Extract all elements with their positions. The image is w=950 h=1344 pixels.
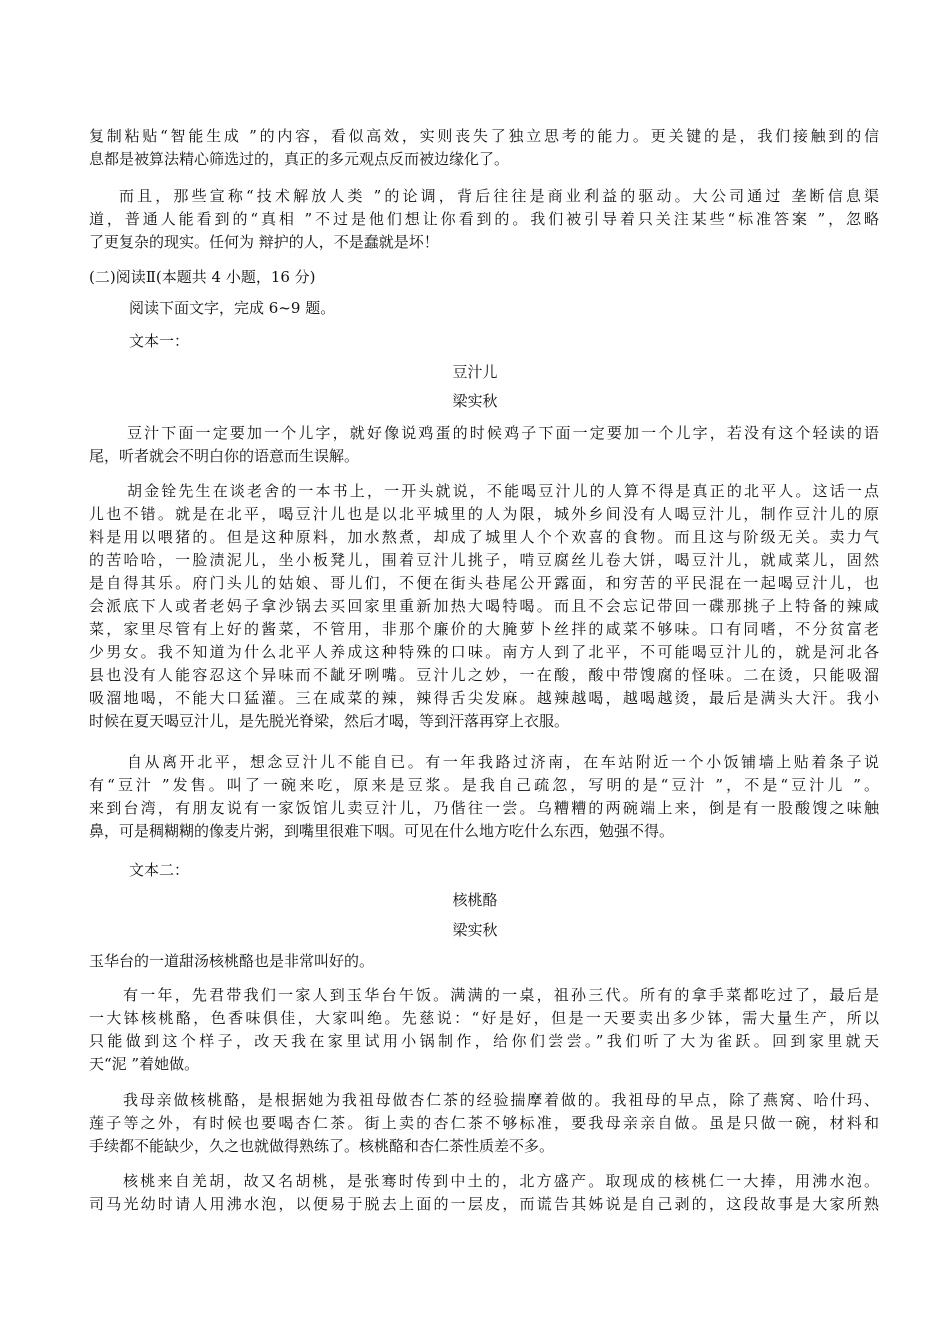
text2-paragraph-1: 玉华台的一道甜汤核桃酪也是非常叫好的。 <box>89 952 375 970</box>
text-line: 会派底下人或者老妈子拿沙锅去买回家里重新加热大喝特喝。而且不会忘记带回一碟那挑子上特备的辣咸 <box>89 597 879 615</box>
text-line: 我母亲做核桃酪，是根据她为我祖母做杏仁茶的经验揣摩着做的。我祖母的早点，除了燕窝、哈什玛、 <box>123 1091 879 1109</box>
text-line: 时候在夏天喝豆汁儿，是先脱光脊梁，然后才喝，等到汗落再穿上衣服。 <box>89 712 570 730</box>
intro-paragraph-2 <box>89 185 879 254</box>
text-line: 菜，家里尽管有上好的酱菜，不管用，非那个廉价的大腌萝卜丝拌的咸菜不够味。口有同嗜，不分贫富老 <box>89 620 879 638</box>
text-line: 息都是被算法精心筛选过的，真正的多元观点反而被边缘化了。 <box>89 150 510 168</box>
text2-author: 梁实秋 <box>452 921 498 939</box>
text-line: 核桃来自羌胡，故又名胡桃，是张骞时传到中土的，北方盛产。取现成的核桃仁一大捧，用沸水泡。 <box>123 1172 879 1190</box>
text-line: 来到台湾，有朋友说有一家饭馆儿卖豆汁儿，乃偕往一尝。乌糟糟的两碗端上来，倒是有一股酸馊之味触 <box>89 799 879 817</box>
section-header: (二)阅读Ⅱ(本题共 4 小题，16 分) <box>89 268 316 286</box>
instruction: 阅读下面文字，完成 6~9 题。 <box>129 299 336 317</box>
text-line: 县也没有人能容忍这个异味而不龇牙咧嘴。豆汁儿之妙，一在酸，酸中带馊腐的怪味。二在烫，只能吸溜 <box>89 666 879 684</box>
text-line: 天“泥 ”着她做。 <box>89 1055 200 1073</box>
text-line: 鼻，可是稠糊糊的像麦片粥，到嘴里很难下咽。可见在什么地方吃什么东西，勉强不得。 <box>89 822 675 840</box>
text1-paragraph-1 <box>89 422 879 468</box>
text1-label: 文本一： <box>129 332 190 350</box>
text-line: 豆汁下面一定要加一个儿字，就好像说鸡蛋的时候鸡子下面一定要加一个儿字，若没有这个轻读的语 <box>127 424 879 442</box>
text-line: 吸溜地喝，不能大口猛灌。三在咸菜的辣，辣得舌尖发麻。越辣越喝，越喝越烫，最后是满头大汗。我小 <box>89 689 879 707</box>
text1-title: 豆汁儿 <box>452 363 498 381</box>
text1-paragraph-3 <box>89 751 879 843</box>
text2-label: 文本二： <box>129 861 190 879</box>
text-line: 莲子等之外，有时候也要喝杏仁茶。街上卖的杏仁茶不够标准，要我母亲亲自做。虽是只做一碗，材料和 <box>89 1114 879 1132</box>
text-line: 只能做到这个样子，改天我在家里试用小锅制作，给你们尝尝。”我们听了大为雀跃。回到家里就天 <box>89 1032 879 1050</box>
text-line: 而且，那些宣称“技术解放人类 ”的论调，背后往往是商业利益的驱动。大公司通过 垄断信息渠 <box>119 187 879 205</box>
text2-paragraph-2 <box>89 984 879 1076</box>
intro-paragraph-1 <box>89 125 879 171</box>
text-line: 胡金铨先生在谈老舍的一本书上，一开头就说，不能喝豆汁儿的人算不得是真正的北平人。这话一点 <box>127 482 879 500</box>
text-line: 儿也不错。就是在北平，喝豆汁儿也是以北平城里的人为限，城外乡间没有人喝豆汁儿，制作豆汁儿的原 <box>89 505 879 523</box>
text-line: 尾，听者就会不明白你的语意而生误解。 <box>89 447 360 465</box>
text-line: 了更复杂的现实。任何为 辩护的人，不是蠢就是坏！ <box>89 233 439 251</box>
text-line: 手续都不能缺少，久之也就做得熟练了。核桃酪和杏仁茶性质差不多。 <box>89 1137 555 1155</box>
text-line: 自从离开北平，想念豆汁儿不能自已。有一年我路过济南，在车站附近一个小饭铺墙上贴着条子说 <box>127 753 879 771</box>
text-line: 司马光幼时请人用沸水泡，以便易于脱去上面的一层皮，而谎告其姊说是自己剥的，这段故事是大家所熟 <box>89 1195 879 1213</box>
text-line: 道，普通人能看到的“真相 ”不过是他们想让你看到的。我们被引导着只关注某些“标准答案 ”，忽略 <box>89 210 879 228</box>
text-line: 复制粘贴“智能生成 ”的内容，看似高效，实则丧失了独立思考的能力。更关键的是，我们接触到的信 <box>89 127 879 145</box>
text1-paragraph-2 <box>89 480 879 733</box>
text-line: 少男女。我不知道为什么北平人养成这种特殊的口味。南方人到了北平，不可能喝豆汁儿的，就是河北各 <box>89 643 879 661</box>
text2-paragraph-4 <box>89 1170 879 1216</box>
text-line: 有一年，先君带我们一家人到玉华台午饭。满满的一桌，祖孙三代。所有的拿手菜都吃过了，最后是 <box>123 986 879 1004</box>
text2-paragraph-3 <box>89 1089 879 1158</box>
text-line: 的苦哈哈，一脸渍泥儿，坐小板凳儿，围着豆汁儿挑子，啃豆腐丝儿卷大饼，喝豆汁儿，就咸菜儿，固然 <box>89 551 879 569</box>
text-line: 是自得其乐。府门头儿的姑娘、哥儿们，不便在街头巷尾公开露面，和穷苦的平民混在一起喝豆汁儿，也 <box>89 574 879 592</box>
text2-title: 核桃酪 <box>452 891 498 909</box>
text1-author: 梁实秋 <box>452 392 498 410</box>
text-line: 一大钵核桃酪，色香味俱佳，大家叫绝。先慈说：“好是好，但是一天要卖出多少钵，需大量生产，所以 <box>89 1009 879 1027</box>
text-line: 有“豆汁 ”发售。叫了一碗来吃，原来是豆浆。是我自己疏忽，写明的是“豆汁 ”，不是“豆汁儿 ”。 <box>89 776 879 794</box>
text-line: 料是用以喂猪的。但是这种原料，加水熬煮，却成了城里人个个欢喜的食物。而且这与阶级无关。卖力气 <box>89 528 879 546</box>
